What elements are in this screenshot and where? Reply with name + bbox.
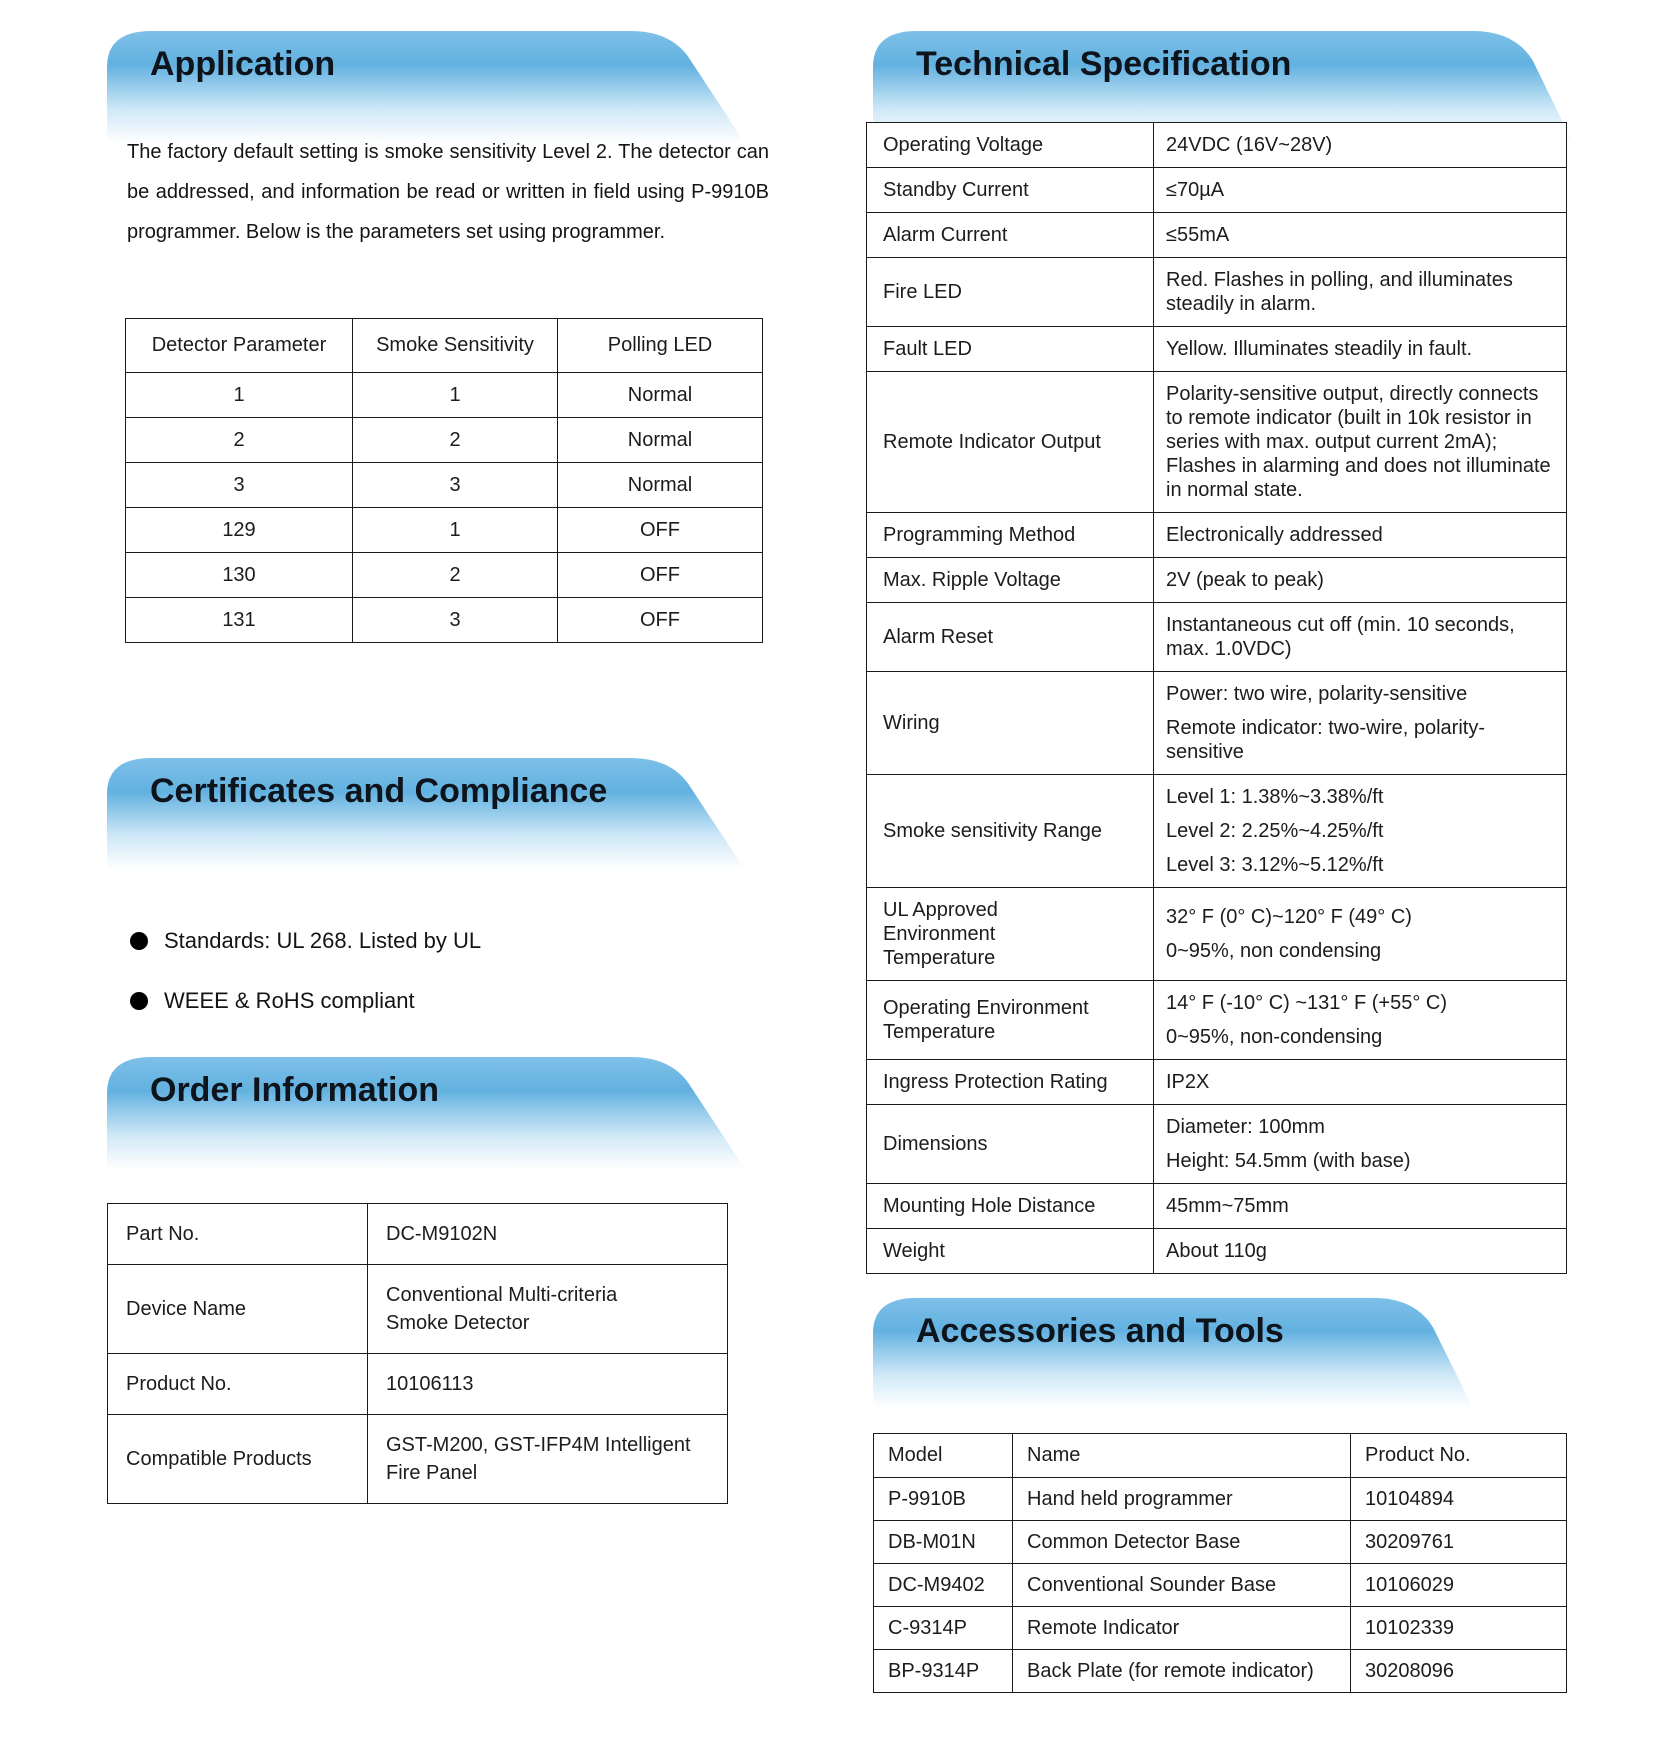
order-title: Order Information	[150, 1071, 440, 1109]
table-row	[126, 598, 763, 643]
row-value	[1154, 1105, 1567, 1184]
table-row	[126, 418, 763, 463]
table-row	[867, 672, 1567, 775]
table-row	[108, 1265, 728, 1354]
row-label	[867, 775, 1154, 888]
row-value	[1154, 888, 1567, 981]
value-line: 14° F (-10° C) ~131° F (+55° C)	[1166, 992, 1447, 1014]
detector-table-body	[126, 373, 763, 643]
column-header: Polling LED	[558, 319, 763, 373]
row-label	[867, 603, 1154, 672]
certificates-banner	[107, 750, 745, 870]
table-cell: Normal	[558, 463, 763, 508]
table-cell: 2	[353, 553, 558, 598]
application-paragraph: The factory default setting is smoke sensitivity Level 2. The detector can be addressed, and information be read or written in field using P-9910B programmer. Below is the parameters set using programmer.	[127, 141, 769, 243]
value-line: Fire Panel	[386, 1462, 478, 1484]
table-cell: 10106029	[1351, 1564, 1567, 1607]
table-cell: 10104894	[1351, 1478, 1567, 1521]
order-table-body	[108, 1204, 728, 1504]
label-line: Wiring	[883, 712, 940, 734]
table-row	[108, 1415, 728, 1504]
table-row	[867, 558, 1567, 603]
table-cell: BP-9314P	[874, 1650, 1013, 1693]
row-value	[1154, 775, 1567, 888]
table-cell: 131	[126, 598, 353, 643]
value-line: ≤55mA	[1166, 224, 1230, 246]
accessories-title: Accessories and Tools	[916, 1312, 1284, 1350]
table-row	[867, 1060, 1567, 1105]
table-cell: 30209761	[1351, 1521, 1567, 1564]
value-line: IP2X	[1166, 1071, 1210, 1093]
table-row	[126, 553, 763, 598]
value-line: Smoke Detector	[386, 1312, 530, 1334]
table-row	[867, 981, 1567, 1060]
table-cell: P-9910B	[874, 1478, 1013, 1521]
table-header-row	[874, 1434, 1567, 1478]
accessories-table	[873, 1433, 1567, 1693]
technical-spec-table	[866, 122, 1567, 1274]
row-value	[368, 1415, 728, 1504]
label-line: Weight	[883, 1240, 945, 1262]
row-label: Part No.	[108, 1204, 368, 1265]
row-label: Product No.	[108, 1354, 368, 1415]
row-label	[867, 888, 1154, 981]
table-row	[867, 372, 1567, 513]
table-cell: Hand held programmer	[1013, 1478, 1351, 1521]
label-line: Operating Environment	[883, 997, 1089, 1019]
bullet-icon	[130, 932, 148, 950]
table-cell: 130	[126, 553, 353, 598]
column-header: Smoke Sensitivity	[353, 319, 558, 373]
row-value	[1154, 1184, 1567, 1229]
row-value	[1154, 558, 1567, 603]
value-line: Red. Flashes in polling, and illuminates steadily in alarm.	[1166, 269, 1513, 315]
accessories-table-head	[874, 1434, 1567, 1478]
table-row	[874, 1650, 1567, 1693]
table-cell: C-9314P	[874, 1607, 1013, 1650]
bullet-icon	[130, 992, 148, 1010]
table-cell: 3	[353, 463, 558, 508]
column-header: Product No.	[1351, 1434, 1567, 1478]
table-cell: DB-M01N	[874, 1521, 1013, 1564]
detector-table-head	[126, 319, 763, 373]
table-cell: Normal	[558, 373, 763, 418]
table-cell: Back Plate (for remote indicator)	[1013, 1650, 1351, 1693]
value-line: 0~95%, non condensing	[1166, 940, 1382, 962]
value-line: DC-M9102N	[386, 1223, 498, 1245]
table-row	[867, 327, 1567, 372]
row-label	[867, 1184, 1154, 1229]
table-row	[126, 373, 763, 418]
value-line: 24VDC (16V~28V)	[1166, 134, 1333, 156]
table-cell: Common Detector Base	[1013, 1521, 1351, 1564]
table-row	[874, 1607, 1567, 1650]
row-value	[1154, 1060, 1567, 1105]
table-row	[867, 603, 1567, 672]
table-cell: 30208096	[1351, 1650, 1567, 1693]
value-line: Conventional Multi-criteria	[386, 1284, 618, 1306]
label-line: Programming Method	[883, 524, 1076, 546]
row-value	[1154, 168, 1567, 213]
row-label: Compatible Products	[108, 1415, 368, 1504]
value-line: Remote indicator: two-wire, polarity-sensitive	[1166, 717, 1485, 763]
row-value	[1154, 603, 1567, 672]
table-row	[867, 1229, 1567, 1274]
table-header-row	[126, 319, 763, 373]
value-line: Level 1: 1.38%~3.38%/ft	[1166, 786, 1384, 808]
value-line: 2V (peak to peak)	[1166, 569, 1324, 591]
bullet-text: Standards: UL 268. Listed by UL	[164, 928, 482, 953]
row-label: Device Name	[108, 1265, 368, 1354]
table-cell: OFF	[558, 598, 763, 643]
row-value	[1154, 327, 1567, 372]
table-row	[108, 1354, 728, 1415]
label-line: Remote Indicator Output	[883, 431, 1101, 453]
label-line: Operating Voltage	[883, 134, 1044, 156]
value-line: Power: two wire, polarity-sensitive	[1166, 683, 1468, 705]
row-value	[1154, 213, 1567, 258]
label-line: Mounting Hole Distance	[883, 1195, 1096, 1217]
value-line: Polarity-sensitive output, directly connects to remote indicator (built in 10k resistor in series with max. output current 2mA); Flashes in alarming and does not illuminate in normal state.	[1166, 383, 1551, 501]
table-row	[867, 168, 1567, 213]
value-line: 32° F (0° C)~120° F (49° C)	[1166, 906, 1412, 928]
row-label	[867, 558, 1154, 603]
value-line: 10106113	[386, 1373, 474, 1395]
certificates-bullet-list	[130, 928, 481, 1048]
label-line: Standby Current	[883, 179, 1029, 201]
row-value	[1154, 672, 1567, 775]
row-value	[1154, 258, 1567, 327]
table-row	[867, 1184, 1567, 1229]
value-line: Electronically addressed	[1166, 524, 1383, 546]
row-value	[368, 1204, 728, 1265]
table-cell: Remote Indicator	[1013, 1607, 1351, 1650]
table-row	[867, 123, 1567, 168]
table-row	[867, 775, 1567, 888]
value-line: Level 3: 3.12%~5.12%/ft	[1166, 854, 1384, 876]
row-label	[867, 981, 1154, 1060]
table-cell: OFF	[558, 553, 763, 598]
technical-title: Technical Specification	[916, 45, 1292, 83]
table-cell: 2	[353, 418, 558, 463]
row-label	[867, 123, 1154, 168]
row-label	[867, 168, 1154, 213]
label-line: UL Approved	[883, 899, 998, 921]
value-line: Level 2: 2.25%~4.25%/ft	[1166, 820, 1384, 842]
certificates-title: Certificates and Compliance	[150, 772, 608, 810]
label-line: Temperature	[883, 1021, 996, 1043]
table-cell: DC-M9402	[874, 1564, 1013, 1607]
table-cell: 2	[126, 418, 353, 463]
table-cell: Normal	[558, 418, 763, 463]
detector-table	[125, 318, 763, 643]
table-cell: Conventional Sounder Base	[1013, 1564, 1351, 1607]
table-row	[867, 513, 1567, 558]
table-row	[126, 463, 763, 508]
row-value	[1154, 513, 1567, 558]
row-value	[1154, 123, 1567, 168]
row-value	[368, 1265, 728, 1354]
row-label	[867, 1105, 1154, 1184]
label-line: Ingress Protection Rating	[883, 1071, 1108, 1093]
table-row	[867, 258, 1567, 327]
table-cell: 1	[353, 373, 558, 418]
value-line: 45mm~75mm	[1166, 1195, 1289, 1217]
label-line: Fire LED	[883, 281, 962, 303]
table-row	[867, 888, 1567, 981]
row-label	[867, 513, 1154, 558]
table-row	[867, 1105, 1567, 1184]
accessories-banner	[873, 1290, 1473, 1408]
value-line: GST-M200, GST-IFP4M Intelligent	[386, 1434, 691, 1456]
label-line: Dimensions	[883, 1133, 988, 1155]
row-label	[867, 1229, 1154, 1274]
row-label	[867, 258, 1154, 327]
value-line: 0~95%, non-condensing	[1166, 1026, 1383, 1048]
table-cell: 1	[353, 508, 558, 553]
row-label	[867, 672, 1154, 775]
value-line: Diameter: 100mm	[1166, 1116, 1325, 1138]
row-value	[1154, 981, 1567, 1060]
table-row	[126, 508, 763, 553]
application-title: Application	[150, 45, 336, 83]
accessories-table-body	[874, 1478, 1567, 1693]
order-table	[107, 1203, 728, 1504]
table-row	[874, 1521, 1567, 1564]
bullet-text: WEEE & RoHS compliant	[164, 988, 415, 1013]
label-line: Alarm Current	[883, 224, 1008, 246]
column-header: Name	[1013, 1434, 1351, 1478]
value-line: ≤70µA	[1166, 179, 1225, 201]
table-row	[874, 1478, 1567, 1521]
row-label	[867, 372, 1154, 513]
label-line: Max. Ripple Voltage	[883, 569, 1061, 591]
value-line: Instantaneous cut off (min. 10 seconds, max. 1.0VDC)	[1166, 614, 1515, 660]
table-row	[867, 213, 1567, 258]
row-value	[1154, 372, 1567, 513]
row-value	[368, 1354, 728, 1415]
technical-spec-table-body	[867, 123, 1567, 1274]
label-line: Environment	[883, 923, 996, 945]
table-row	[108, 1204, 728, 1265]
order-banner	[107, 1049, 745, 1169]
list-item	[130, 928, 481, 954]
table-cell: 1	[126, 373, 353, 418]
value-line: Height: 54.5mm (with base)	[1166, 1150, 1411, 1172]
column-header: Model	[874, 1434, 1013, 1478]
label-line: Alarm Reset	[883, 626, 994, 648]
label-line: Temperature	[883, 947, 996, 969]
row-label	[867, 213, 1154, 258]
row-label	[867, 1060, 1154, 1105]
column-header: Detector Parameter	[126, 319, 353, 373]
row-label	[867, 327, 1154, 372]
table-cell: OFF	[558, 508, 763, 553]
row-value	[1154, 1229, 1567, 1274]
table-cell: 129	[126, 508, 353, 553]
value-line: Yellow. Illuminates steadily in fault.	[1166, 338, 1473, 360]
table-cell: 3	[126, 463, 353, 508]
value-line: About 110g	[1166, 1240, 1267, 1262]
table-cell: 10102339	[1351, 1607, 1567, 1650]
application-banner	[107, 23, 745, 143]
table-cell: 3	[353, 598, 558, 643]
list-item	[130, 988, 481, 1014]
label-line: Smoke sensitivity Range	[883, 820, 1102, 842]
label-line: Fault LED	[883, 338, 972, 360]
table-row	[874, 1564, 1567, 1607]
